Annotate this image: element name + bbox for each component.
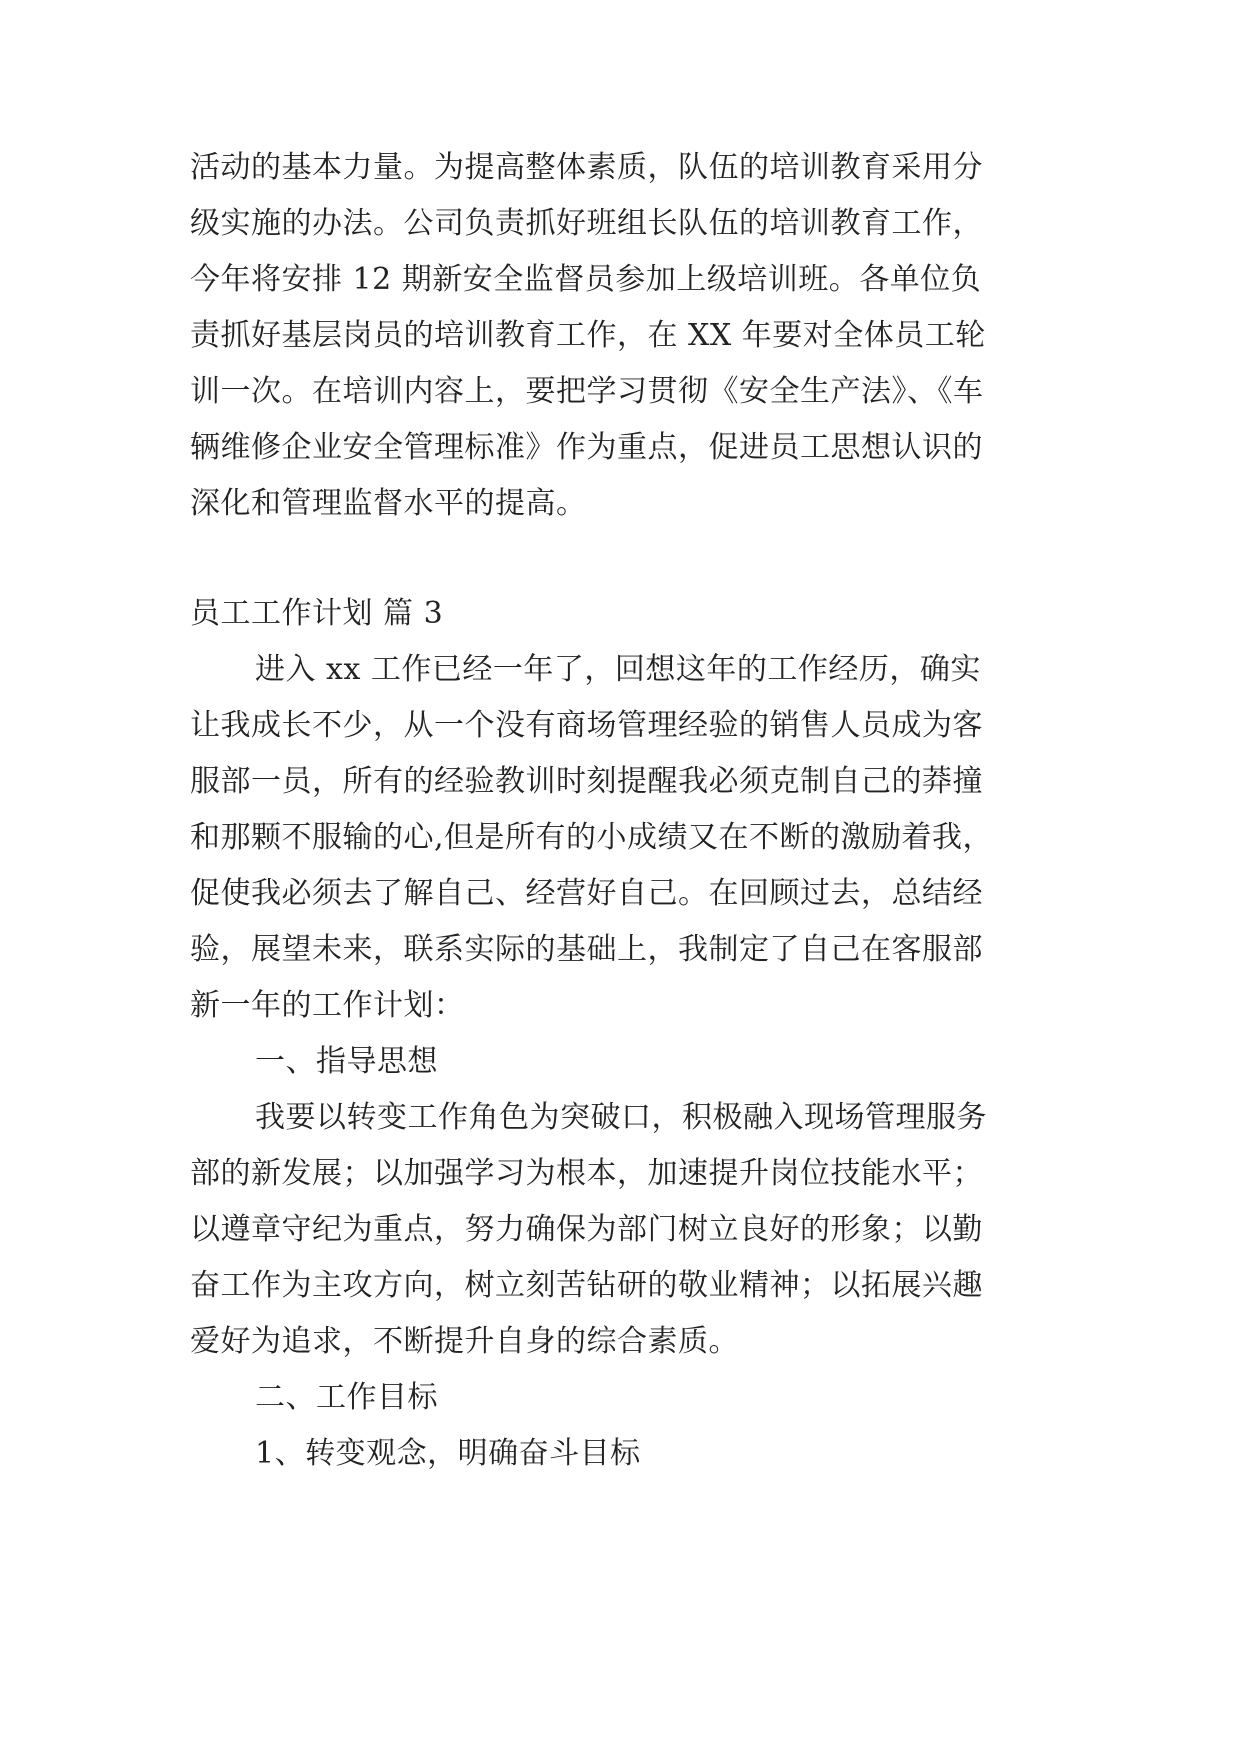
paragraph-line: 深化和管理监督水平的提高。 <box>190 486 587 521</box>
paragraph-line: 级实施的办法。公司负责抓好班组长队伍的培训教育工作， <box>190 206 983 241</box>
paragraph-line: 进入 xx 工作已经一年了，回想这年的工作经历，确实 <box>255 652 981 687</box>
paragraph-line: 部的新发展；以加强学习为根本，加速提升岗位技能水平； <box>190 1156 983 1191</box>
paragraph-line: 服部一员，所有的经验教训时刻提醒我必须克制自己的莽撞 <box>190 764 983 799</box>
heading-work-goals: 二、工作目标 <box>255 1380 438 1415</box>
paragraph-line: 今年将安排 12 期新安全监督员参加上级培训班。各单位负 <box>190 262 982 297</box>
paragraph-line: 活动的基本力量。为提高整体素质，队伍的培训教育采用分 <box>190 150 983 185</box>
subheading-change-mindset: 1、转变观念，明确奋斗目标 <box>255 1436 641 1471</box>
heading-guiding-thought: 一、指导思想 <box>255 1044 438 1079</box>
paragraph-line: 训一次。在培训内容上，要把学习贯彻《安全生产法》、《车 <box>190 374 984 409</box>
paragraph-line: 和那颗不服输的心,但是所有的小成绩又在不断的激励着我， <box>190 820 994 855</box>
paragraph-line: 促使我必须去了解自己、经营好自己。在回顾过去，总结经 <box>190 876 983 911</box>
paragraph-line: 辆维修企业安全管理标准》作为重点，促进员工思想认识的 <box>190 430 983 465</box>
paragraph-line: 爱好为追求，不断提升自身的综合素质。 <box>190 1324 739 1359</box>
paragraph-line: 以遵章守纪为重点，努力确保为部门树立良好的形象；以勤 <box>190 1212 983 1247</box>
paragraph-line: 奋工作为主攻方向，树立刻苦钻研的敬业精神；以拓展兴趣 <box>190 1268 983 1303</box>
paragraph-line: 我要以转变工作角色为突破口，积极融入现场管理服务 <box>255 1100 987 1135</box>
section-title: 员工工作计划 篇 3 <box>190 596 444 631</box>
paragraph-line: 验，展望未来，联系实际的基础上，我制定了自己在客服部 <box>190 932 983 967</box>
paragraph-line: 新一年的工作计划： <box>190 988 465 1023</box>
paragraph-line: 让我成长不少，从一个没有商场管理经验的销售人员成为客 <box>190 708 983 743</box>
paragraph-line: 责抓好基层岗员的培训教育工作，在 XX 年要对全体员工轮 <box>190 318 986 353</box>
